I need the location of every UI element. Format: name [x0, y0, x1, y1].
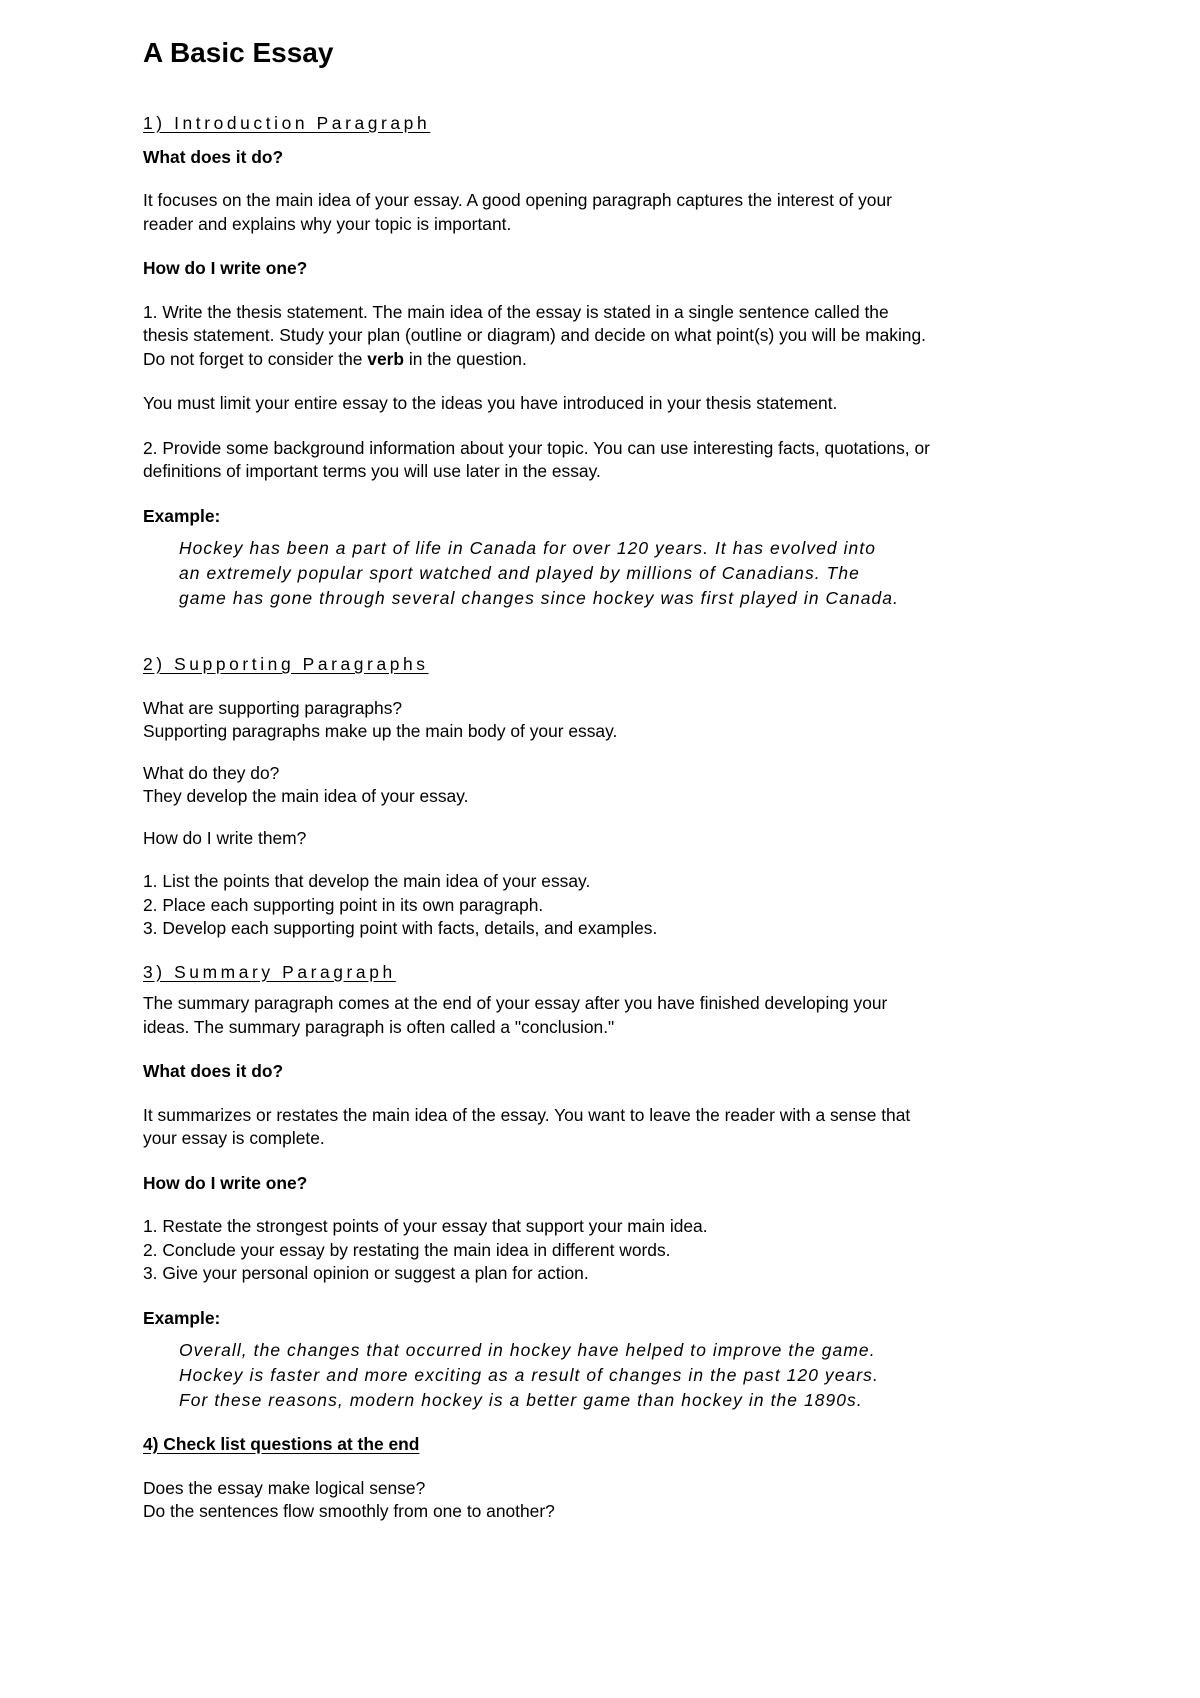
bold-word-verb: verb — [367, 348, 405, 369]
paragraph-line: 1. Write the thesis statement. The main idea of the essay is stated in a single sentence called the — [143, 301, 889, 322]
text-run: in the question. — [404, 348, 527, 369]
example-label: Example: — [143, 1307, 221, 1328]
paragraph-line: You must limit your entire essay to the ideas you have introduced in your thesis statement. — [143, 393, 838, 413]
paragraph-line: It focuses on the main idea of your essay. A good opening paragraph captures the interest of your — [143, 190, 892, 210]
example-label: Example: — [143, 505, 221, 526]
document-body — [143, 112, 1083, 1524]
section-heading-summary: 3) Summary Paragraph — [143, 961, 396, 982]
paragraph-line: It summarizes or restates the main idea of the essay. You want to leave the reader with a sense that — [143, 1104, 911, 1125]
example-line: game has gone through several changes since hockey was first played in Canada. — [179, 588, 899, 608]
paragraph-line — [143, 348, 1083, 372]
paragraph-line: 2. Provide some background information about your topic. You can use interesting facts, quotations, or — [143, 437, 930, 458]
example-line: Overall, the changes that occurred in hockey have helped to improve the game. — [179, 1340, 876, 1360]
paragraph-line: What are supporting paragraphs? — [143, 697, 403, 718]
paragraph-line: thesis statement. Study your plan (outline or diagram) and decide on what point(s) you will be making. — [143, 325, 926, 345]
question-heading: What does it do? — [143, 1061, 284, 1081]
list-item: 1. List the points that develop the main idea of your essay. — [143, 871, 591, 891]
paragraph-line: Supporting paragraphs make up the main body of your essay. — [143, 721, 618, 741]
section-heading-checklist: 4) Check list questions at the end — [143, 1434, 420, 1454]
question-heading: How do I write one? — [143, 1172, 308, 1193]
paragraph-line: What do they do? — [143, 762, 280, 783]
paragraph-line: How do I write them? — [143, 827, 307, 848]
example-block — [143, 536, 1083, 611]
section-heading-introduction: 1) Introduction Paragraph — [143, 113, 431, 133]
list-item: 2. Conclude your essay by restating the main idea in different words. — [143, 1239, 671, 1260]
paragraph-line: definitions of important terms you will use later in the essay. — [143, 461, 601, 481]
question-heading: What does it do? — [143, 146, 284, 167]
paragraph-line: They develop the main idea of your essay. — [143, 786, 469, 806]
paragraph-line: reader and explains why your topic is important. — [143, 213, 512, 234]
example-block — [143, 1338, 1083, 1413]
example-line: Hockey is faster and more exciting as a result of changes in the past 120 years. — [179, 1365, 879, 1385]
paragraph-line: ideas. The summary paragraph is often called a "conclusion." — [143, 1016, 615, 1037]
text-run: Do not forget to consider the — [143, 348, 368, 369]
list-item: 1. Restate the strongest points of your essay that support your main idea. — [143, 1216, 708, 1236]
list-item: 3. Develop each supporting point with facts, details, and examples. — [143, 918, 658, 938]
list-item: 2. Place each supporting point in its own paragraph. — [143, 894, 544, 915]
example-line: For these reasons, modern hockey is a better game than hockey in the 1890s. — [179, 1390, 863, 1410]
example-line: an extremely popular sport watched and played by millions of Canadians. The — [179, 563, 860, 583]
question-heading: How do I write one? — [143, 258, 308, 278]
paragraph-line: your essay is complete. — [143, 1128, 325, 1148]
checklist-item: Does the essay make logical sense? — [143, 1477, 426, 1498]
checklist-item: Do the sentences flow smoothly from one to another? — [143, 1501, 555, 1521]
paragraph-line: The summary paragraph comes at the end of your essay after you have finished developing your — [143, 993, 888, 1013]
page-title: A Basic Essay — [143, 37, 334, 68]
list-item: 3. Give your personal opinion or suggest a plan for action. — [143, 1263, 589, 1283]
example-line: Hockey has been a part of life in Canada for over 120 years. It has evolved into — [179, 538, 877, 558]
section-heading-supporting: 2) Supporting Paragraphs — [143, 654, 429, 674]
